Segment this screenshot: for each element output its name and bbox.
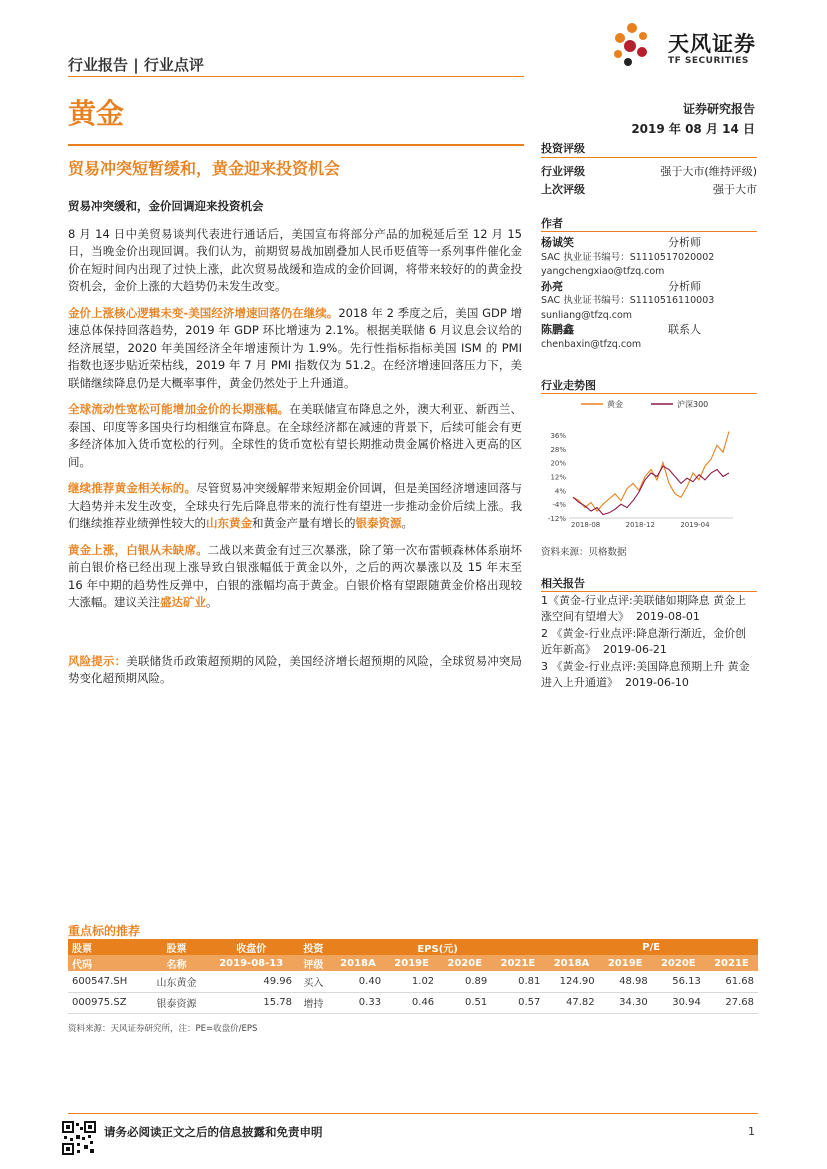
- footer-disclaimer[interactable]: 请务必阅读正文之后的信息披露和免责申明: [104, 1125, 323, 1139]
- related-title: 相关报告: [541, 577, 585, 590]
- related-report-text: 2 《黄金-行业点评:降息渐行渐近，金价创近年新高》: [541, 627, 747, 656]
- main-body: [68, 198, 522, 697]
- table-cell: 124.90: [544, 971, 598, 992]
- paragraph-4-text-2: 和黄金产量有增长的: [252, 516, 356, 530]
- y-tick-label: 36%: [550, 431, 566, 440]
- related-list: [541, 593, 757, 690]
- related-report-1[interactable]: [541, 593, 757, 624]
- table-cell: 0.57: [491, 992, 544, 1013]
- author-cert: SAC 执业证书编号：S1110516110003: [541, 295, 715, 306]
- table-body: [68, 971, 758, 1013]
- table-subheader: 2019E: [385, 955, 438, 971]
- prev-rating-value: 强于大市: [713, 183, 757, 196]
- stock-ytzy: 银泰资源: [355, 516, 402, 530]
- table-cell: 600547.SH: [68, 971, 147, 992]
- table-header: EPS(元): [331, 939, 545, 955]
- chart-source: 资料来源：贝格数据: [541, 547, 627, 558]
- trend-title: 行业走势图: [541, 379, 596, 392]
- risk-text: 美联储货币政策超预期的风险，美国经济增长超预期的风险，全球贸易冲突局势变化超预期风险。: [68, 653, 523, 685]
- rating-title: 投资评级: [541, 142, 585, 155]
- table-subheader: 代码: [68, 955, 147, 971]
- y-tick-label: 4%: [554, 487, 566, 496]
- table-subheader: 2019E: [599, 955, 652, 971]
- y-tick-label: 20%: [550, 459, 566, 468]
- table-cell: 0.46: [385, 992, 438, 1013]
- table-cell: 000975.SZ: [68, 992, 147, 1013]
- authors-divider: [541, 231, 757, 232]
- table-cell: 49.96: [206, 971, 296, 992]
- y-tick-label: 12%: [550, 473, 566, 482]
- paragraph-4-lead: 继续推荐黄金相关标的。: [68, 481, 197, 495]
- table-cell: 0.40: [331, 971, 385, 992]
- header-divider: [68, 76, 524, 77]
- table-cell: 0.89: [438, 971, 491, 992]
- page-number: 1: [748, 1125, 755, 1138]
- related-report-text: 1《黄金-行业点评:美联储如期降息 黄金上涨空间有望增大》: [541, 594, 747, 623]
- table-cell: 银泰资源: [147, 992, 207, 1013]
- paragraph-4-text-3: 。: [401, 516, 413, 530]
- recommendation-table: [68, 939, 758, 1014]
- y-tick-label: -4%: [552, 501, 566, 510]
- rating-value: 强于大市(维持评级): [660, 165, 757, 178]
- table-header: P/E: [544, 939, 758, 955]
- prev-rating-label: 上次评级: [541, 183, 585, 196]
- author-name: 陈鹏鑫: [541, 323, 574, 336]
- table-header: 投资: [296, 939, 331, 955]
- logo-name: 天风证券: [668, 32, 756, 56]
- table-cell: 0.81: [491, 971, 544, 992]
- legend-label: 黄金: [607, 400, 623, 409]
- report-headline: 贸易冲突短暂缓和，黄金迎来投资机会: [68, 159, 341, 178]
- report-type: 证券研究报告: [682, 102, 755, 116]
- related-report-date: 2019-08-01: [636, 609, 700, 623]
- qr-code-icon: [62, 1121, 96, 1155]
- series-line: [573, 432, 729, 512]
- table-title: 重点标的推荐: [68, 924, 141, 938]
- author-email[interactable]: chenbaxin@tfzq.com: [541, 338, 642, 350]
- series-line: [573, 466, 729, 514]
- table-header: 股票: [68, 939, 147, 955]
- table-cell: 买入: [296, 971, 331, 992]
- related-report-3[interactable]: [541, 659, 757, 690]
- paragraph-2-text: 2018 年 2 季度之后，美国 GDP 增速总体保持回落趋势，2019 年 GDP 环比增速为 2.1%。根据美联储 6 月议息会议给的经济展望，2020 年美国经济全年增速预计为 1.9%。先行性指标指标美国 ISM 的 PMI 指数也逐步贴近荣枯线，2019 年 7 月 PMI 指数仅为 51.2。在经济增速回落压力下，美联储继续降息仍是大概率事件，黄金仍然处于上升通道。: [68, 305, 523, 390]
- rating-row: [541, 163, 757, 179]
- paragraph-5: [68, 542, 522, 612]
- author-role: 分析师: [668, 236, 701, 249]
- paragraph-5-text-2: 。: [206, 595, 218, 609]
- authors-list: [541, 236, 757, 352]
- rating-label: 行业评级: [541, 165, 585, 178]
- tf-securities-logo: [610, 20, 660, 70]
- industry-trend-chart: [541, 396, 757, 536]
- table-header: 股票: [147, 939, 207, 955]
- author-email[interactable]: sunliang@tfzq.com: [541, 309, 633, 321]
- table-subheader: 2021E: [491, 955, 544, 971]
- rating-block: [541, 140, 757, 156]
- authors-title: 作者: [541, 217, 563, 230]
- table-cell: 0.51: [438, 992, 491, 1013]
- table-cell: 47.82: [544, 992, 598, 1013]
- table-subheader: 2021E: [705, 955, 758, 971]
- section-subtitle: 贸易冲突缓和，金价回调迎来投资机会: [68, 199, 264, 213]
- related-report-date: 2019-06-10: [625, 675, 689, 689]
- author-email[interactable]: yangchengxiao@tfzq.com: [541, 266, 665, 277]
- stock-sdky: 盛达矿业: [160, 595, 206, 609]
- paragraph-2-lead: 金价上涨核心逻辑未变-美国经济增速回落仍在继续。: [68, 305, 339, 320]
- table-cell: 34.30: [599, 992, 652, 1013]
- table-source: 资料来源：天风证券研究所，注：PE=收盘价/EPS: [68, 1024, 258, 1034]
- table-cell: 1.02: [385, 971, 438, 992]
- logo-subtitle: TF SECURITIES: [668, 56, 749, 66]
- x-tick-label: 2018-12: [625, 521, 655, 529]
- paragraph-3: [68, 401, 522, 471]
- author-name: 孙亮: [541, 279, 563, 293]
- report-category: 行业报告 | 行业点评: [68, 56, 204, 74]
- x-tick-label: 2018-08: [571, 521, 601, 529]
- table-subheader: 2020E: [652, 955, 705, 971]
- table-header-row-1: [68, 939, 758, 955]
- paragraph-3-text: 在美联储宣布降息之外，澳大利亚、新西兰、泰国、印度等多国央行均相继宣布降息。在全球经济都在减速的背景下，后续可能会有更多经济体加入货币宽松的行列。全球性的货币宽松有望长期推动贵金属价格进入更高的区间。: [68, 402, 522, 469]
- x-tick-label: 2019-04: [680, 521, 710, 529]
- related-report-date: 2019-06-21: [603, 642, 667, 656]
- title-divider: [68, 144, 524, 146]
- author-role: 分析师: [668, 279, 701, 293]
- paragraph-2: [68, 305, 522, 393]
- prev-rating-row: [541, 181, 757, 197]
- related-divider: [541, 591, 757, 592]
- table-cell: 61.68: [705, 971, 758, 992]
- table-subheader: 名称: [147, 955, 207, 971]
- table-cell: 48.98: [599, 971, 652, 992]
- table-subheader: 2020E: [438, 955, 491, 971]
- paragraph-3-lead: 全球流动性宽松可能增加金价的长期涨幅。: [68, 402, 290, 416]
- paragraph-1: 8 月 14 日中美贸易谈判代表进行通话后，美国宣布将部分产品的加税延后至 12 月 15 日，当晚金价出现回调。我们认为，前期贸易战加剧叠加人民币贬值等一系列事件催化金价在短时间内出现了过快上涨，此次贸易战缓和造成的金价回调，将带来较好的的黄金投资机会，金价上涨的大趋势仍未发生改变。: [68, 226, 522, 293]
- table-row: [68, 971, 758, 992]
- author-cert: SAC 执业证书编号：S1110517020002: [541, 251, 715, 263]
- paragraph-5-lead: 黄金上涨，白银从未缺席。: [68, 542, 208, 557]
- y-tick-label: -12%: [547, 515, 566, 523]
- table-cell: 15.78: [206, 992, 296, 1013]
- stock-sdhj: 山东黄金: [206, 516, 252, 530]
- industry-title: 黄金: [68, 97, 125, 130]
- table-subheader: 评级: [296, 955, 331, 971]
- risk-warning: [68, 653, 522, 688]
- paragraph-4-text: 尽管贸易冲突缓解带来短期金价回调，但是美国经济增速回落与大趋势并未发生改变，全球央行先后降息带来的流行性有望进一步推动金价后续上涨。我们继续推荐业绩弹性较大的: [68, 481, 522, 530]
- trend-divider: [541, 393, 757, 394]
- author-name: 杨诚笑: [541, 236, 574, 249]
- risk-lead: 风险提示：: [68, 653, 127, 668]
- table-subheader: 2018A: [331, 955, 385, 971]
- table-cell: 56.13: [652, 971, 705, 992]
- y-tick-label: 28%: [550, 445, 566, 454]
- table-cell: 27.68: [705, 992, 758, 1013]
- table-subheader: 2018A: [544, 955, 598, 971]
- paragraph-5-text: 二战以来黄金有过三次暴涨，除了第一次布雷顿森林体系崩坏前白银价格已经出现上涨导致白银涨幅低于黄金以外，之后的两次暴涨以及 15 年末至 16 年中期的趋势性反弹中，白银的涨幅均高于黄金。白银价格有望跟随黄金价格出现较大涨幅。建议关注: [68, 542, 523, 609]
- report-date: 2019 年 08 月 14 日: [631, 122, 755, 136]
- table-cell: 30.94: [652, 992, 705, 1013]
- table-subheader: 2019-08-13: [206, 955, 296, 971]
- related-report-2[interactable]: [541, 626, 757, 657]
- table-row: [68, 992, 758, 1013]
- table-header-row-2: [68, 955, 758, 971]
- table-cell: 山东黄金: [147, 971, 207, 992]
- author-role: 联系人: [668, 323, 701, 336]
- related-report-text: 3 《黄金-行业点评:美国降息预期上升 黄金进入上升通道》: [541, 660, 750, 689]
- table-cell: 增持: [296, 992, 331, 1013]
- table-header: 收盘价: [206, 939, 296, 955]
- legend-label: 沪深300: [677, 400, 709, 409]
- table-cell: 0.33: [331, 992, 385, 1013]
- footer-divider: [68, 1113, 758, 1114]
- paragraph-4: [68, 480, 522, 533]
- rating-divider: [541, 157, 757, 158]
